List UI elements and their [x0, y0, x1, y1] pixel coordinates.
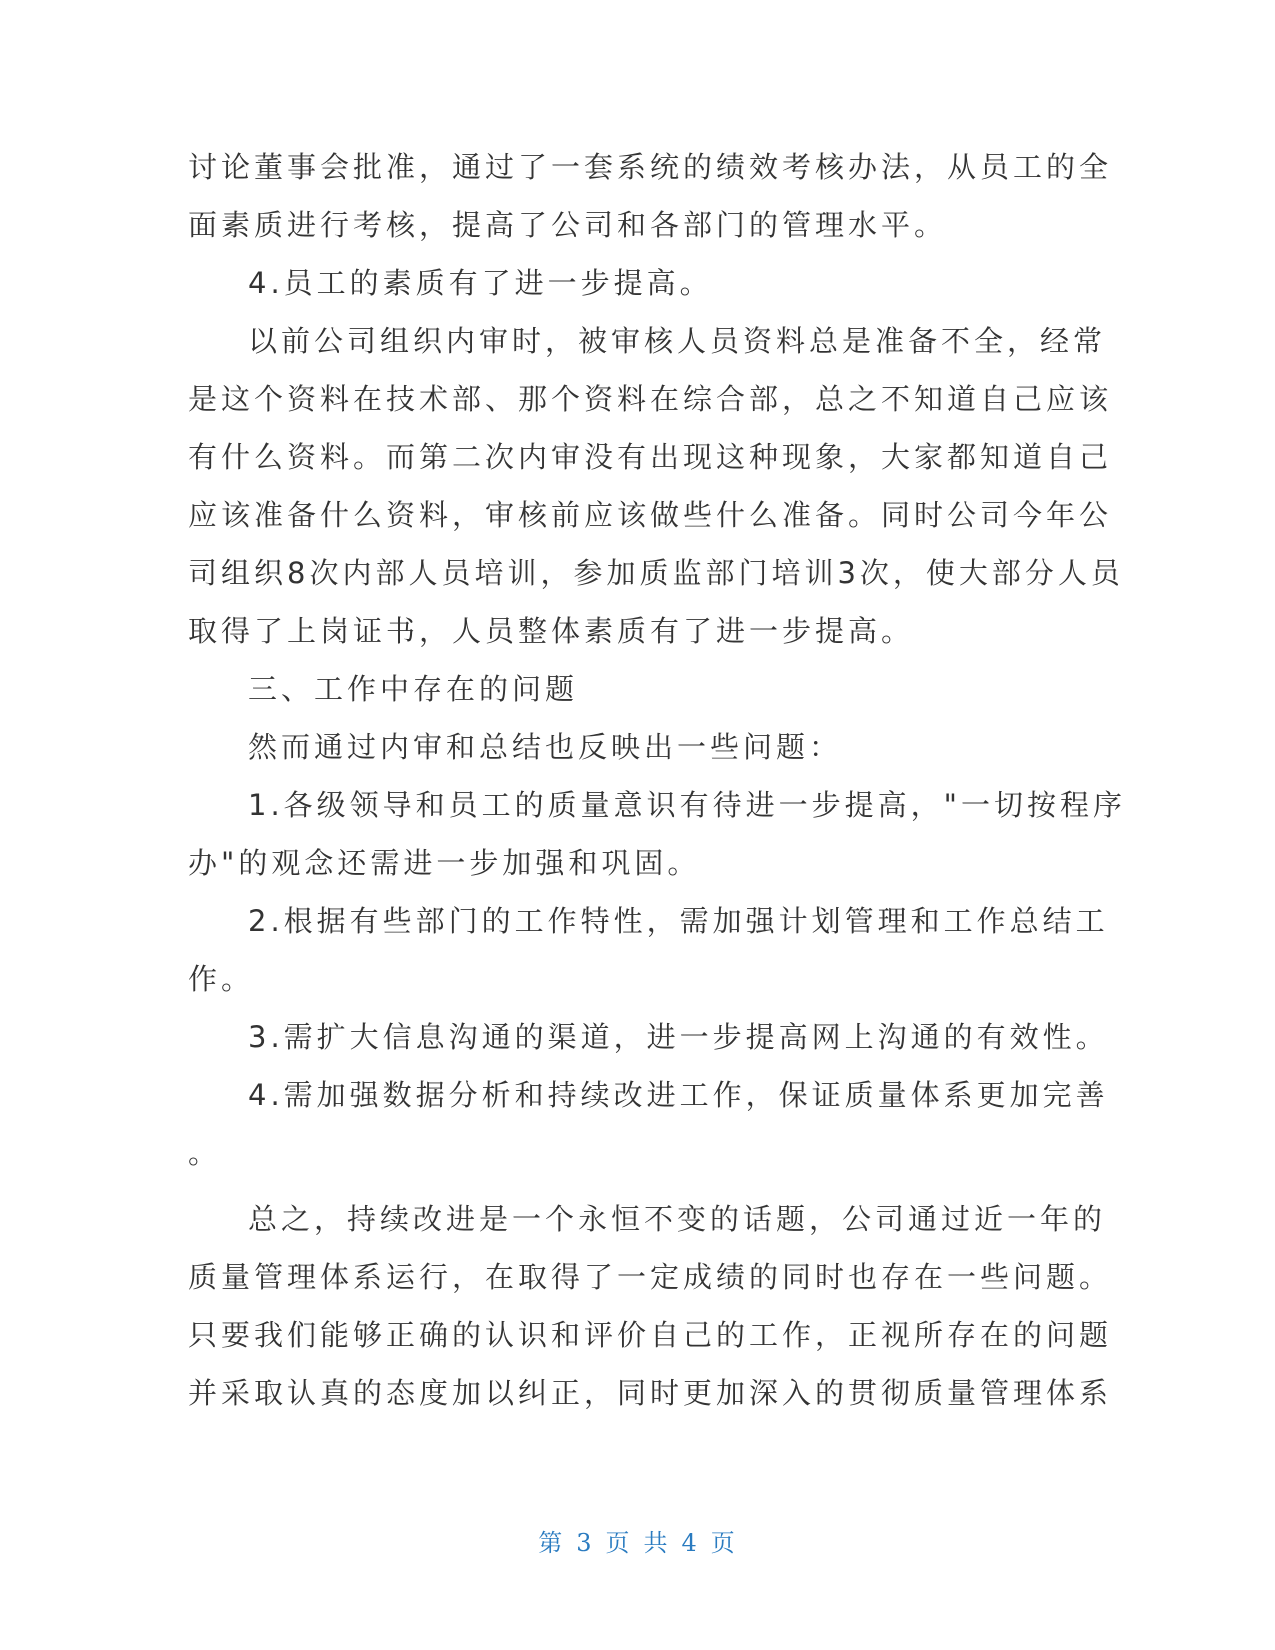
- text-line: 是这个资料在技术部、那个资料在综合部，总之不知道自己应该: [188, 382, 1113, 416]
- text-line: 取得了上岗证书，人员整体素质有了进一步提高。: [188, 614, 915, 648]
- text-line: 然而通过内审和总结也反映出一些问题：: [248, 730, 843, 764]
- text-line: 并采取认真的态度加以纠正，同时更加深入的贯彻质量管理体系: [188, 1376, 1113, 1410]
- footer-total-unit: 页: [710, 1529, 737, 1557]
- text-line: 2.根据有些部门的工作特性，需加强计划管理和工作总结工: [248, 904, 1109, 938]
- text-line: 4.需加强数据分析和持续改进工作，保证质量体系更加完善: [248, 1078, 1109, 1112]
- footer-total-word: 共: [643, 1529, 670, 1557]
- text-line: 作。: [188, 962, 255, 996]
- text-line: 总之，持续改进是一个永恒不变的话题，公司通过近一年的: [248, 1202, 1107, 1236]
- footer-total-number: 4: [681, 1529, 699, 1557]
- text-line: 应该准备什么资料，审核前应该做些什么准备。同时公司今年公: [188, 498, 1113, 532]
- text-line: 3.需扩大信息沟通的渠道，进一步提高网上沟通的有效性。: [248, 1020, 1109, 1054]
- footer-page-number: 3: [576, 1529, 594, 1557]
- text-line: 讨论董事会批准，通过了一套系统的绩效考核办法，从员工的全: [188, 150, 1113, 184]
- page-footer: [0, 1523, 1275, 1558]
- document-body: [188, 138, 1127, 1422]
- text-line: 办"的观念还需进一步加强和巩固。: [188, 846, 701, 880]
- paragraph-gap: [188, 1182, 1068, 1190]
- text-line: 。: [188, 1136, 222, 1170]
- text-line: 只要我们能够正确的认识和评价自己的工作，正视所存在的问题: [188, 1318, 1113, 1352]
- text-line: 有什么资料。而第二次内审没有出现这种现象，大家都知道自己: [188, 440, 1113, 474]
- text-line: 1.各级领导和员工的质量意识有待进一步提高，"一切按程序: [248, 788, 1127, 822]
- section-heading: 三、工作中存在的问题: [248, 672, 579, 706]
- text-line: 4.员工的素质有了进一步提高。: [248, 266, 713, 300]
- footer-page-word: 第: [538, 1529, 565, 1557]
- text-line: 司组织8次内部人员培训，参加质监部门培训3次，使大部分人员: [188, 556, 1124, 590]
- text-line: 以前公司组织内审时，被审核人员资料总是准备不全，经常: [248, 324, 1107, 358]
- text-line: 面素质进行考核，提高了公司和各部门的管理水平。: [188, 208, 948, 242]
- footer-page-unit: 页: [605, 1529, 632, 1557]
- text-line: 质量管理体系运行，在取得了一定成绩的同时也存在一些问题。: [188, 1260, 1113, 1294]
